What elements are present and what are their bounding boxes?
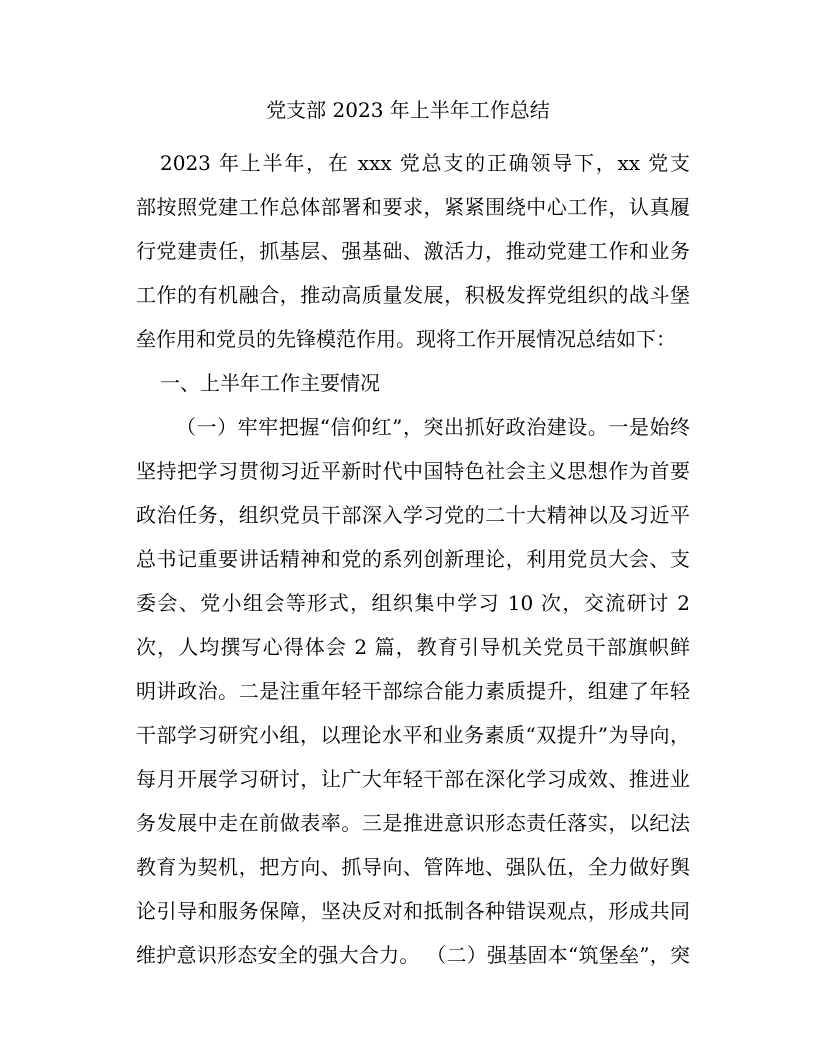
document-title: 党支部 2023 年上半年工作总结 [266, 98, 550, 122]
paragraph-line: 2023 年上半年，在 xxx 党总支的正确领导下，xx 党支 [160, 151, 690, 175]
paragraph-line: 委会、党小组会等形式，组织集中学习 10 次，交流研讨 2 [136, 591, 690, 615]
paragraph-line: 每月开展学习研讨，让广大年轻干部在深化学习成效、推进业 [136, 767, 690, 791]
paragraph-line: 总书记重要讲话精神和党的系列创新理论，利用党员大会、支 [136, 547, 690, 571]
paragraph-line: 垒作用和党员的先锋模范作用。现将工作开展情况总结如下： [136, 327, 676, 351]
section-heading: 一、上半年工作主要情况 [160, 371, 380, 395]
paragraph-line: 干部学习研究小组，以理论水平和业务素质“双提升”为导向， [136, 723, 690, 747]
paragraph-line: 务发展中走在前做表率。三是推进意识形态责任落实，以纪法 [136, 811, 690, 835]
paragraph-line: 论引导和服务保障，坚决反对和抵制各种错误观点，形成共同 [136, 899, 690, 923]
paragraph-line: （一）牢牢把握“信仰红”，突出抓好政治建设。一是始终 [176, 415, 690, 439]
paragraph-line: 维护意识形态安全的强大合力。 （二）强基固本“筑堡垒”，突 [136, 943, 690, 967]
paragraph-line: 教育为契机，把方向、抓导向、管阵地、强队伍，全力做好舆 [136, 855, 690, 879]
paragraph-line: 坚持把学习贯彻习近平新时代中国特色社会主义思想作为首要 [136, 459, 690, 483]
paragraph-line: 次，人均撰写心得体会 2 篇，教育引导机关党员干部旗帜鲜 [136, 635, 690, 659]
paragraph-line: 明讲政治。二是注重年轻干部综合能力素质提升，组建了年轻 [136, 679, 690, 703]
paragraph-line: 工作的有机融合，推动高质量发展，积极发挥党组织的战斗堡 [136, 283, 690, 307]
paragraph-line: 行党建责任，抓基层、强基础、激活力，推动党建工作和业务 [136, 239, 690, 263]
paragraph-line: 政治任务，组织党员干部深入学习党的二十大精神以及习近平 [136, 503, 690, 527]
paragraph-line: 部按照党建工作总体部署和要求，紧紧围绕中心工作，认真履 [136, 195, 690, 219]
